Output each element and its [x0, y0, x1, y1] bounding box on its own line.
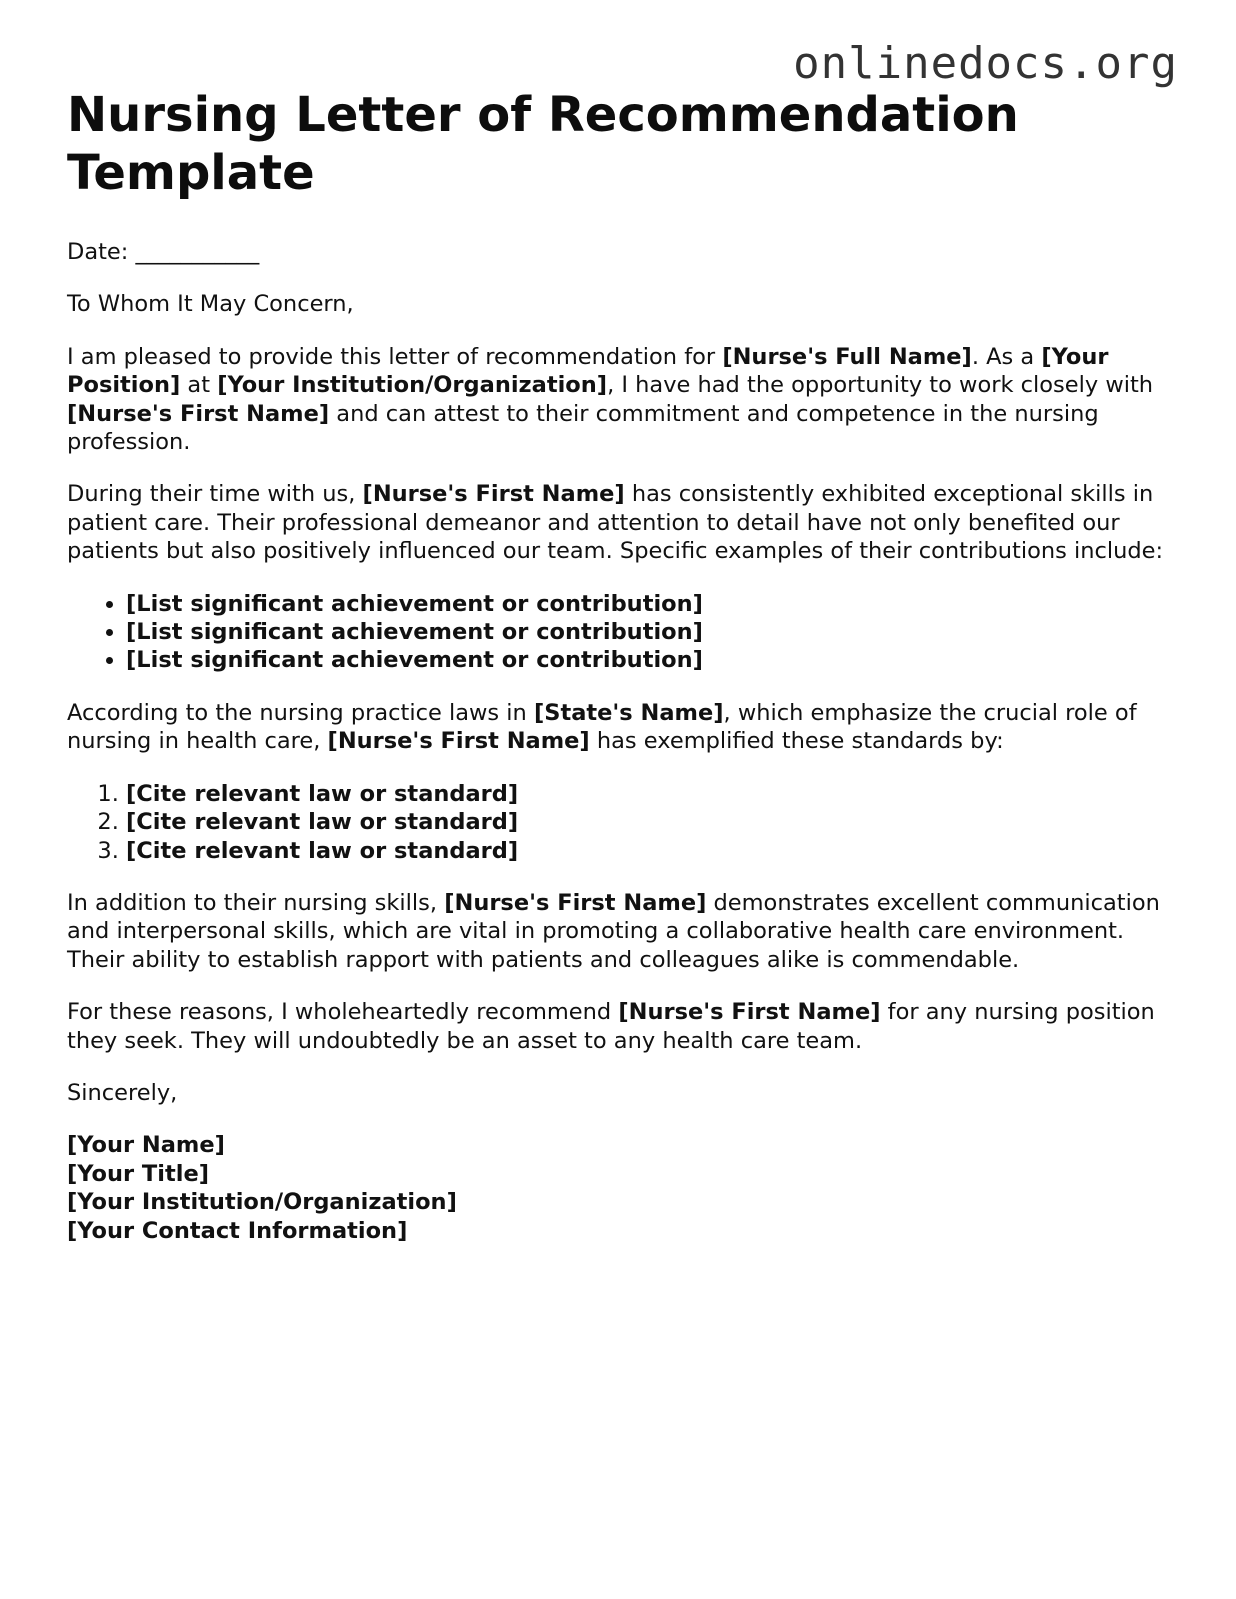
placeholder-state-name: [State's Name] — [533, 699, 724, 726]
intro-paragraph — [67, 343, 1177, 457]
date-blank: ___________ — [135, 239, 260, 265]
signature-name: [Your Name] — [67, 1132, 225, 1159]
text-run: has exemplified these standards by: — [589, 728, 1004, 755]
text-run: , which emphasize the crucial role of nursing in health care, — [67, 699, 1137, 755]
standards-list — [67, 780, 1177, 865]
placeholder-nurse-full-name: [Nurse's Full Name] — [722, 343, 972, 370]
list-item — [126, 808, 1177, 836]
signature-contact: [Your Contact Information] — [67, 1217, 408, 1244]
communication-paragraph — [67, 889, 1177, 974]
placeholder-nurse-first-name: [Nurse's First Name] — [327, 728, 590, 755]
signature-title: [Your Title] — [67, 1160, 209, 1187]
standard-placeholder: [Cite relevant law or standard] — [126, 837, 519, 864]
text-run: According to the nursing practice laws in — [67, 699, 534, 726]
date-line — [67, 238, 1177, 266]
achievement-placeholder: [List significant achievement or contribution] — [126, 619, 703, 646]
list-item — [126, 646, 1177, 674]
placeholder-nurse-first-name: [Nurse's First Name] — [618, 999, 881, 1026]
signature-block — [67, 1131, 1177, 1245]
text-run: , I have had the opportunity to work closely with — [607, 372, 1154, 399]
text-run: has consistently exhibited exceptional skills in patient care. Their professional demeanor and attention to detail have not only benefited our patients but also positively influenced our team. Specific examples of their contributions include: — [67, 481, 1164, 565]
text-run: . As a — [971, 343, 1042, 370]
signature-institution: [Your Institution/Organization] — [67, 1189, 457, 1216]
laws-paragraph — [67, 699, 1177, 756]
placeholder-your-position: [Your Position] — [67, 343, 1109, 399]
salutation: To Whom It May Concern, — [67, 291, 354, 318]
site-watermark: onlinedocs.org — [793, 38, 1178, 89]
achievements-list — [67, 590, 1177, 675]
placeholder-nurse-first-name: [Nurse's First Name] — [67, 400, 330, 427]
standard-placeholder: [Cite relevant law or standard] — [126, 809, 519, 836]
list-item — [126, 618, 1177, 646]
letter-document — [67, 86, 1177, 1245]
list-item — [126, 590, 1177, 618]
achievement-placeholder: [List significant achievement or contribution] — [126, 647, 703, 674]
closing: Sincerely, — [67, 1079, 178, 1106]
text-run: at — [180, 372, 218, 399]
text-run: In addition to their nursing skills, — [67, 889, 445, 916]
placeholder-nurse-first-name: [Nurse's First Name] — [362, 481, 625, 508]
list-item — [126, 780, 1177, 808]
text-run: During their time with us, — [67, 481, 363, 508]
page-title: Nursing Letter of Recommendation Template — [67, 87, 1019, 201]
skills-paragraph — [67, 480, 1177, 565]
text-run: For these reasons, I wholeheartedly recommend — [67, 999, 619, 1026]
recommendation-paragraph — [67, 998, 1177, 1055]
placeholder-your-institution: [Your Institution/Organization] — [217, 372, 608, 399]
text-run: demonstrates excellent communication and interpersonal skills, which are vital in promoting a collaborative health care environment. Their ability to establish rapport with patients and colleagues alike is commendable. — [67, 889, 1160, 973]
text-run: I am pleased to provide this letter of recommendation for — [67, 343, 723, 370]
text-run: for any nursing position they seek. They will undoubtedly be an asset to any health care team. — [67, 999, 1155, 1054]
date-label: Date: — [67, 239, 129, 265]
placeholder-nurse-first-name: [Nurse's First Name] — [444, 889, 707, 916]
text-run: and can attest to their commitment and competence in the nursing profession. — [67, 400, 1099, 456]
achievement-placeholder: [List significant achievement or contribution] — [126, 590, 703, 617]
standard-placeholder: [Cite relevant law or standard] — [126, 780, 519, 807]
list-item — [126, 837, 1177, 865]
